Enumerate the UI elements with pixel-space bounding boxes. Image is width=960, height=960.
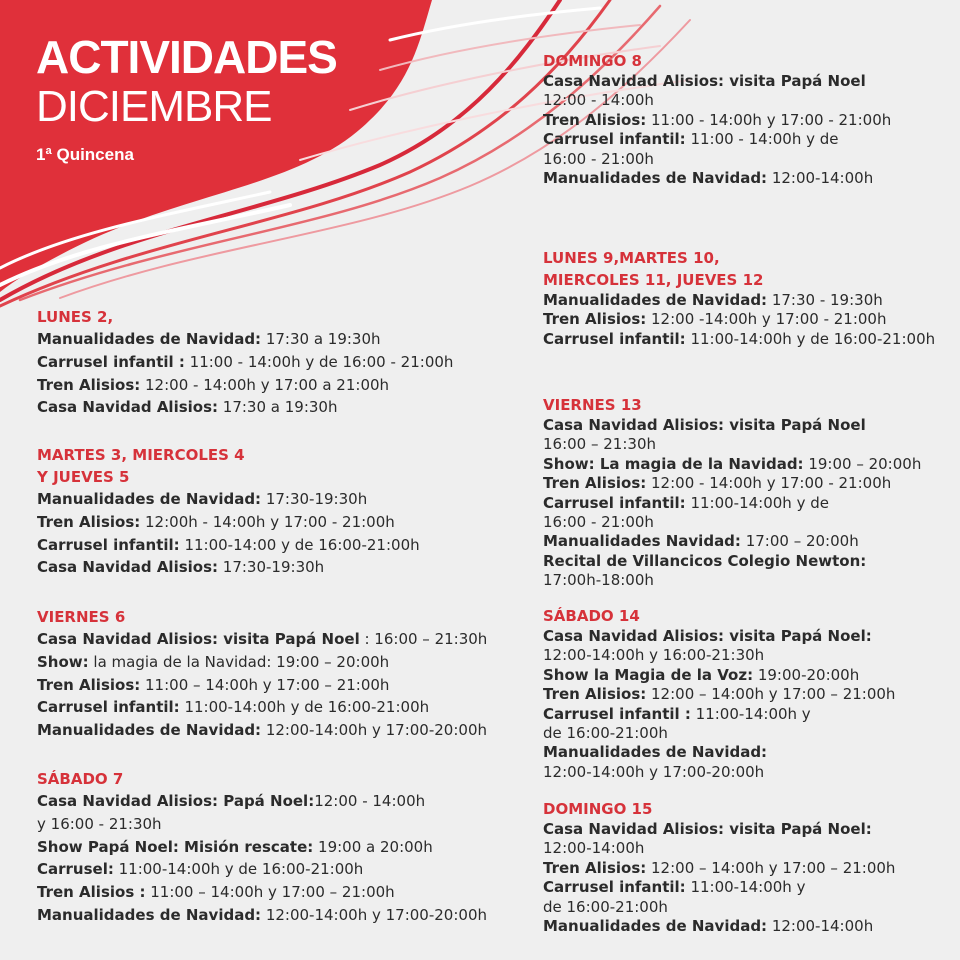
activity-line	[37, 696, 507, 719]
activity-time: 12:00-14:00h y 16:00-21:30h	[543, 646, 765, 665]
activity-line	[543, 474, 953, 493]
activity-time: 17:30 a 19:30h	[218, 398, 338, 417]
activity-time: 12:00 - 14:00h	[314, 792, 426, 810]
activity-name: Casa Navidad Alisios: Papá Noel:	[37, 792, 315, 810]
activity-line	[543, 724, 953, 743]
activity-name: Carrusel infantil:	[543, 130, 686, 149]
activity-name: Casa Navidad Alisios:	[37, 558, 219, 577]
activity-time: 12:00-14:00h	[767, 917, 874, 936]
activity-line	[543, 130, 953, 149]
activity-line	[37, 556, 507, 579]
activity-line	[543, 917, 953, 936]
activity-line	[543, 494, 953, 513]
day-block	[543, 394, 953, 591]
activity-name: Tren Alisios :	[37, 883, 146, 902]
activity-name: Carrusel infantil:	[543, 329, 686, 348]
activity-time: 17:30 a 19:30h	[261, 330, 381, 348]
activity-line	[37, 651, 507, 674]
activity-name: Casa Navidad Alisios: visita Papá Noel:	[543, 820, 872, 838]
activity-time: 11:00-14:00h y	[690, 704, 811, 723]
activity-line	[543, 859, 953, 878]
activity-name: Carrusel infantil:	[543, 493, 686, 512]
activity-time: 11:00-14:00h y de 16:00-21:00h	[685, 329, 936, 348]
day-block	[543, 50, 953, 188]
activity-line	[37, 374, 507, 397]
activity-name: Manualidades de Navidad:	[37, 905, 262, 924]
activity-time: 16:00 - 21:00h	[543, 149, 654, 168]
activity-line	[37, 396, 507, 419]
activity-time: 16:00 – 21:30h	[543, 435, 656, 454]
activity-time: 17:30-19:30h	[218, 558, 325, 577]
activity-time: 11:00 – 14:00h y 17:00 – 21:00h	[145, 883, 395, 902]
activity-name: Tren Alisios:	[543, 858, 647, 877]
activity-line	[37, 858, 507, 881]
day-title: DOMINGO 8	[543, 52, 642, 70]
day-block	[543, 798, 953, 936]
activity-line	[37, 328, 507, 351]
activity-time: 19:00 – 20:00h	[803, 454, 922, 473]
activity-time: de 16:00-21:00h	[543, 897, 668, 916]
activity-line	[543, 646, 953, 665]
activity-time: 16:00 - 21:00h	[543, 513, 654, 532]
activity-time: 12:00 - 14:00h y 17:00 - 21:00h	[646, 474, 892, 493]
activity-time: 11:00-14:00h y de 16:00-21:00h	[113, 860, 364, 879]
day-block	[37, 768, 507, 927]
day-block	[37, 444, 507, 579]
activity-time: 11:00 - 14:00h y de 16:00 - 21:00h	[184, 352, 454, 371]
day-block	[543, 605, 953, 782]
activity-name: Carrusel infantil :	[543, 704, 691, 723]
activity-time: 12:00-14:00h y 17:00-20:00h	[543, 762, 765, 781]
activity-time: 17:30-19:30h	[261, 490, 368, 508]
activity-line	[37, 628, 507, 651]
activity-time: 12:00 - 14:00h y 17:00 a 21:00h	[140, 375, 390, 394]
day-title: LUNES 2,	[37, 308, 114, 326]
activity-time: 12:00 -14:00h y 17:00 - 21:00h	[646, 310, 887, 329]
activity-name: Manualidades de Navidad:	[37, 330, 262, 348]
day-title: Y JUEVES 5	[37, 468, 130, 486]
activity-name: Tren Alisios:	[543, 685, 647, 704]
activity-line	[543, 627, 953, 646]
activity-name: Casa Navidad Alisios: visita Papá Noel	[543, 72, 866, 90]
activity-line	[543, 763, 953, 782]
activity-line	[543, 666, 953, 685]
activity-line	[543, 820, 953, 839]
activity-line	[37, 719, 507, 742]
activity-name: Manualidades de Navidad:	[37, 721, 262, 740]
activity-line	[37, 534, 507, 557]
activity-name: Manualidades de Navidad:	[543, 743, 768, 762]
activity-time: 12:00-14:00h y 17:00-20:00h	[261, 721, 487, 740]
activity-name: Show la Magia de la Voz:	[543, 665, 754, 684]
activity-time: 11:00-14:00h y de 16:00-21:00h	[179, 698, 430, 717]
activity-name: Manualidades de Navidad:	[543, 169, 768, 188]
activity-line	[543, 330, 953, 349]
page-title-month: DICIEMBRE	[36, 82, 272, 131]
activity-time: 17:00 – 20:00h	[740, 532, 859, 551]
activity-line	[37, 511, 507, 534]
activity-time: 19:00 a 20:00h	[313, 837, 433, 856]
activity-time: 12:00 – 14:00h y 17:00 – 21:00h	[646, 858, 896, 877]
activity-name: Recital de Villancicos Colegio Newton:	[543, 551, 867, 570]
activity-time: la magia de la Navidad: 19:00 – 20:00h	[88, 652, 390, 671]
activity-line	[37, 488, 507, 511]
activity-name: Manualidades Navidad:	[543, 532, 741, 551]
activity-line	[543, 839, 953, 858]
activity-time: de 16:00-21:00h	[543, 724, 668, 743]
day-title: VIERNES 13	[543, 396, 642, 414]
activity-line	[37, 674, 507, 697]
activity-time: 12:00 – 14:00h y 17:00 – 21:00h	[646, 685, 896, 704]
day-title: SÁBADO 7	[37, 770, 124, 788]
activity-name: Tren Alisios:	[37, 375, 141, 394]
activity-line	[37, 836, 507, 859]
activity-line	[543, 72, 953, 91]
activity-line	[37, 881, 507, 904]
activity-name: Casa Navidad Alisios:	[37, 398, 219, 417]
activity-name: Show: La magia de la Navidad:	[543, 454, 804, 473]
activity-line	[543, 111, 953, 130]
activity-name: Casa Navidad Alisios: visita Papá Noel:	[543, 627, 872, 645]
activity-time: 11:00 – 14:00h y 17:00 – 21:00h	[140, 675, 390, 694]
activity-name: Tren Alisios:	[543, 310, 647, 329]
activity-time: 11:00-14:00 y de 16:00-21:00h	[179, 535, 420, 554]
activity-name: Show Papá Noel: Misión rescate:	[37, 837, 314, 856]
activity-line	[543, 169, 953, 188]
activity-time: 11:00 - 14:00h y de	[685, 130, 839, 149]
activity-name: Casa Navidad Alisios: visita Papá Noel	[37, 630, 360, 648]
page-subtitle: 1ª Quincena	[36, 145, 134, 164]
activity-line	[37, 813, 507, 836]
day-title: LUNES 9,MARTES 10,	[543, 249, 720, 267]
activity-line	[543, 416, 953, 435]
activity-name: Show:	[37, 652, 89, 671]
activity-time: 12:00h - 14:00h y 17:00 - 21:00h	[140, 512, 395, 531]
day-title: MARTES 3, MIERCOLES 4	[37, 446, 245, 464]
activity-time: : 16:00 – 21:30h	[359, 630, 488, 648]
activity-line	[543, 552, 953, 571]
activity-time: 19:00-20:00h	[753, 665, 860, 684]
activity-name: Carrusel infantil:	[37, 698, 180, 717]
activity-line	[37, 790, 507, 813]
activity-line	[543, 455, 953, 474]
activity-name: Tren Alisios:	[543, 474, 647, 493]
activity-line	[543, 743, 953, 762]
activity-line	[543, 571, 953, 590]
activity-line	[543, 685, 953, 704]
page-title: ACTIVIDADES	[36, 31, 337, 83]
activity-line	[543, 291, 953, 310]
activity-name: Carrusel infantil:	[37, 535, 180, 554]
day-title: DOMINGO 15	[543, 800, 653, 818]
day-title: MIERCOLES 11, JUEVES 12	[543, 271, 764, 289]
day-title: VIERNES 6	[37, 608, 126, 626]
activity-time: 17:00h-18:00h	[543, 571, 654, 590]
activity-line	[543, 150, 953, 169]
activity-name: Manualidades de Navidad:	[37, 490, 262, 508]
activity-line	[543, 310, 953, 329]
activity-line	[37, 351, 507, 374]
activity-time: 12:00 - 14:00h	[543, 91, 654, 110]
day-block	[37, 306, 507, 419]
activity-line	[543, 898, 953, 917]
activity-time: 12:00-14:00h	[767, 169, 874, 188]
activity-name: Casa Navidad Alisios: visita Papá Noel	[543, 416, 866, 434]
activity-name: Tren Alisios:	[37, 675, 141, 694]
activity-name: Carrusel:	[37, 860, 114, 879]
activity-line	[543, 435, 953, 454]
activity-name: Manualidades de Navidad:	[543, 291, 768, 309]
activity-time: 12:00-14:00h	[543, 839, 645, 858]
activity-time: 17:30 - 19:30h	[767, 291, 883, 309]
activity-line	[543, 705, 953, 724]
activity-name: Manualidades de Navidad:	[543, 917, 768, 936]
day-block	[543, 247, 953, 349]
activity-time: 11:00-14:00h y	[685, 878, 806, 897]
activity-line	[543, 91, 953, 110]
activity-time: y 16:00 - 21:30h	[37, 814, 162, 833]
activity-line	[37, 904, 507, 927]
activity-line	[543, 532, 953, 551]
activity-name: Carrusel infantil :	[37, 352, 185, 371]
activity-line	[543, 513, 953, 532]
day-title: SÁBADO 14	[543, 607, 640, 625]
activity-name: Tren Alisios:	[543, 110, 647, 129]
activity-time: 11:00-14:00h y de	[685, 493, 829, 512]
activity-line	[543, 878, 953, 897]
activity-time: 11:00 - 14:00h y 17:00 - 21:00h	[646, 110, 892, 129]
activity-time: 12:00-14:00h y 17:00-20:00h	[261, 905, 487, 924]
activity-name: Carrusel infantil:	[543, 878, 686, 897]
activity-name: Tren Alisios:	[37, 512, 141, 531]
day-block	[37, 606, 507, 742]
